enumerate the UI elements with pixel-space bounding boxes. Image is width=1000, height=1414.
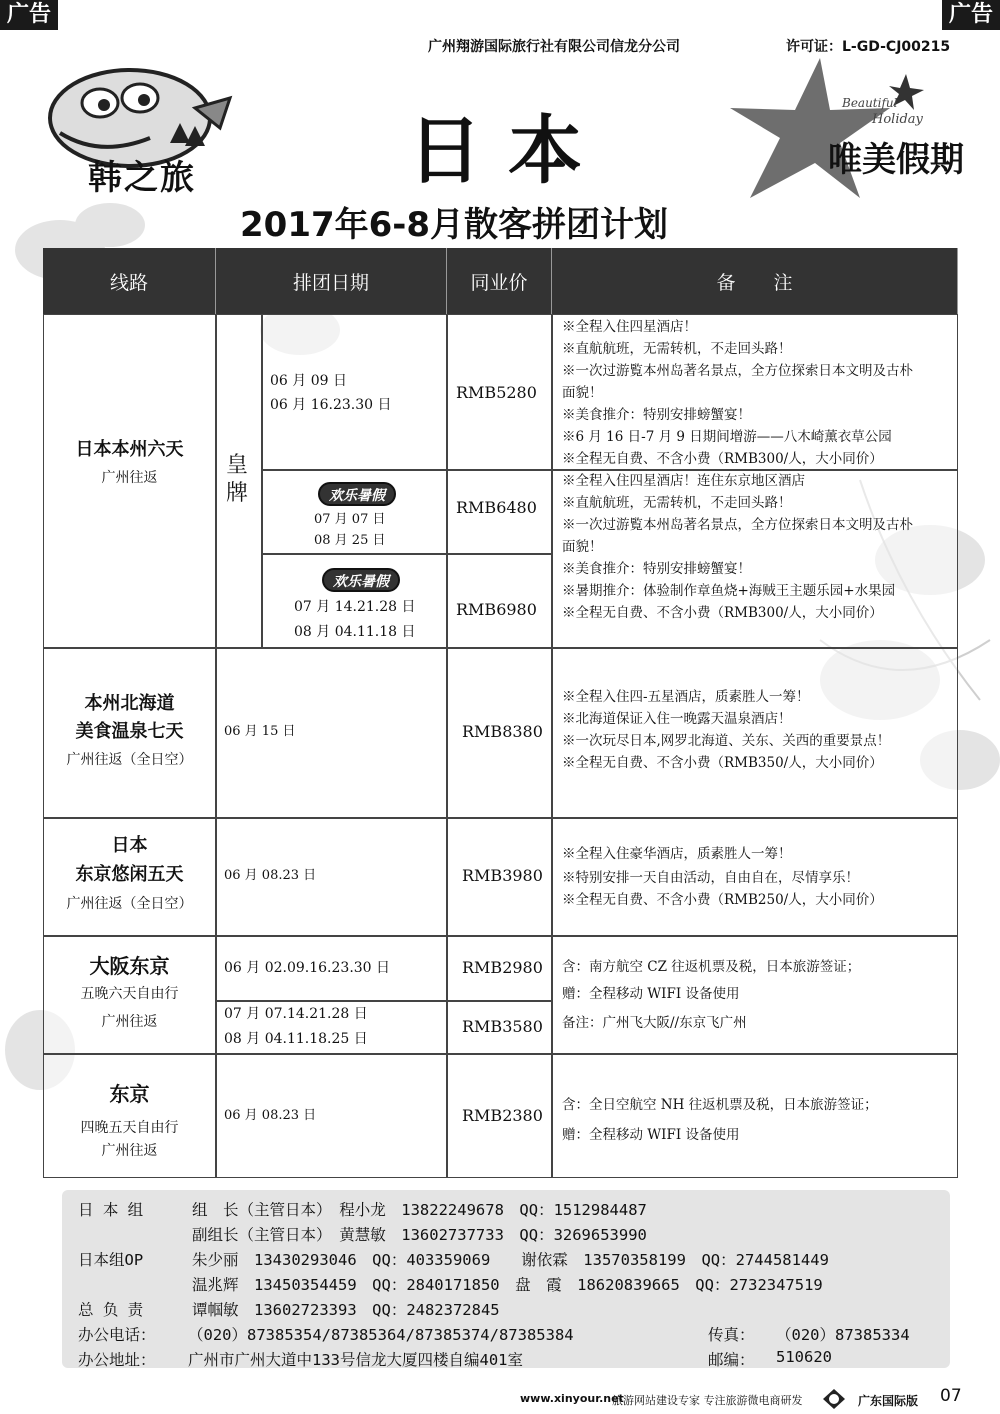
logo-right-beautiful: Beautiful: [842, 96, 898, 110]
group-leader: 组 长（主管日本） 程小龙 13822249678 QQ：1512984487: [192, 1201, 647, 1219]
footer-edition: 广东国际版: [858, 1394, 919, 1408]
group-label: 日 本 组: [78, 1201, 144, 1219]
honshu-row3-price: RMB6980: [456, 600, 537, 619]
logo-left-text: 韩之旅: [88, 158, 196, 198]
note-line: 备注：广州飞大阪//东京飞广州: [562, 1015, 747, 1031]
note-line: ※一次过游覧本州岛著名景点，全方位探索日本文明及古朴: [562, 363, 913, 379]
route-sub-honshu: 广州往返: [101, 470, 158, 486]
honshu-row3-date1: 07 月 14.21.28 日: [294, 599, 416, 615]
tel-label: 办公电话：: [78, 1326, 156, 1344]
osaka-row1-price: RMB2980: [462, 958, 543, 977]
column-header-price: 同业价: [447, 248, 552, 314]
note-line: ※北海道保证入住一晚露天温泉酒店！: [562, 711, 792, 727]
honshu-row3-date2: 08 月 04.11.18 日: [294, 624, 416, 640]
honshu-row2-price: RMB6480: [456, 498, 537, 517]
op-line-2: 温兆辉 13450354459 QQ：2840171850 盘 霞 18620839665 QQ：2732347519: [192, 1276, 823, 1294]
route-name-tokyo5-2: 东京悠闲五天: [75, 864, 184, 885]
note-line: ※全程无自费、不含小费（RMB300/人，大小同价）: [562, 451, 883, 467]
note-line: ※全程入住四星酒店！: [562, 319, 697, 335]
column-header-notes: 备 注: [552, 248, 958, 314]
note-line: 赠：全程移动 WIFI 设备使用: [562, 986, 740, 1002]
op-label: 日本组OP: [78, 1251, 144, 1269]
note-line: ※一次玩尽日本,网罗北海道、关东、关西的重要景点！: [562, 733, 891, 749]
column-header-route: 线路: [43, 248, 216, 314]
license-number: 许可证：L-GD-CJ00215: [786, 39, 951, 55]
note-line: ※全程无自费、不含小费（RMB300/人，大小同价）: [562, 605, 883, 621]
route-sub-hokkaido: 广州往返（全日空）: [66, 752, 193, 768]
tel-numbers: （020）87385354/87385364/87385374/87385384: [188, 1326, 574, 1344]
zip-label: 邮编：: [708, 1351, 755, 1369]
osaka-row2-date2: 08 月 04.11.18.25 日: [224, 1031, 368, 1047]
honshu-row1-date2: 06 月 16.23.30 日: [270, 397, 392, 413]
column-header-dates: 排团日期: [216, 248, 447, 314]
route-sub-tokyo-1: 四晚五天自由行: [80, 1120, 179, 1136]
footer-slogan: 旅游网站建设专家 专注旅游微电商研发: [612, 1394, 803, 1407]
route-name-hokkaido-2: 美食温泉七天: [75, 721, 184, 742]
honshu-row2-date1: 07 月 07 日: [314, 512, 386, 527]
note-line: 赠：全程移动 WIFI 设备使用: [562, 1127, 740, 1143]
route-name-tokyo5-1: 日本: [111, 835, 148, 856]
honshu-row1-price: RMB5280: [456, 383, 537, 402]
summer-badge-2: 欢乐暑假: [322, 568, 400, 592]
tokyo5-price: RMB3980: [462, 866, 543, 885]
footer-site[interactable]: www.xinyour.net: [520, 1392, 624, 1405]
note-line: 面貌！: [562, 539, 603, 555]
route-name-osaka: 大阪东京: [89, 954, 170, 978]
ad-label-left: 广告: [0, 0, 58, 30]
note-line: ※全程无自费、不含小费（RMB350/人，大小同价）: [562, 755, 883, 771]
osaka-row2-date1: 07 月 07.14.21.28 日: [224, 1006, 368, 1022]
dates-cell-honshu-1: [262, 314, 447, 470]
honshu-row2-date2: 08 月 25 日: [314, 533, 386, 548]
tier-label: 皇牌: [226, 453, 249, 506]
route-sub-osaka-2: 广州往返: [101, 1014, 158, 1030]
plan-subtitle: 2017年6-8月散客拼团计划: [240, 205, 669, 245]
route-name-honshu: 日本本州六天: [75, 439, 184, 460]
zip-code: 510620: [776, 1348, 832, 1366]
group-vice-leader: 副组长（主管日本） 黄慧敏 13602737733 QQ：3269653990: [192, 1226, 647, 1244]
notes-cell-tokyo: [552, 1054, 958, 1178]
route-sub-tokyo-2: 广州往返: [101, 1143, 158, 1159]
osaka-row1-date: 06 月 02.09.16.23.30 日: [224, 960, 391, 976]
tokyo-date: 06 月 08.23 日: [224, 1108, 317, 1123]
note-line: ※美食推介：特别安排螃蟹宴！: [562, 561, 751, 577]
route-sub-tokyo5: 广州往返（全日空）: [66, 896, 193, 912]
ad-label-right: 广告: [942, 0, 1000, 30]
note-line: ※美食推介：特别安排螃蟹宴！: [562, 407, 751, 423]
contact-panel: [62, 1190, 950, 1368]
chief-contact: 谭帼敏 13602723393 QQ：2482372845: [192, 1301, 500, 1319]
route-name-tokyo: 东京: [109, 1082, 150, 1106]
logo-right-text: 唯美假期: [828, 140, 964, 180]
fax-label: 传真：: [708, 1326, 755, 1344]
address-label: 办公地址：: [78, 1351, 156, 1369]
page-title: 日本: [408, 108, 608, 194]
summer-badge-1: 欢乐暑假: [318, 482, 396, 506]
note-line: 面貌！: [562, 385, 603, 401]
chief-label: 总 负 责: [78, 1301, 144, 1319]
note-line: ※全程无自费、不含小费（RMB250/人，大小同价）: [562, 892, 883, 908]
route-sub-osaka-1: 五晚六天自由行: [80, 986, 179, 1002]
note-line: 含：全日空航空 NH 往返机票及税，日本旅游签证；: [562, 1097, 878, 1113]
hokkaido-date: 06 月 15 日: [224, 724, 296, 739]
note-line: ※全程入住豪华酒店，质素胜人一筹！: [562, 846, 792, 862]
note-line: ※暑期推介：体验制作章鱼烧+海贼王主题乐园+水果园: [562, 583, 896, 599]
company-name: 广州翔游国际旅行社有限公司信龙分公司: [428, 39, 680, 55]
tokyo-price: RMB2380: [462, 1106, 543, 1125]
osaka-row2-price: RMB3580: [462, 1017, 543, 1036]
note-line: ※6 月 16 日-7 月 9 日期间增游——八木崎薰衣草公园: [562, 429, 892, 445]
note-line: ※直航航班，无需转机，不走回头路！: [562, 495, 792, 511]
note-line: ※直航航班，无需转机，不走回头路！: [562, 341, 792, 357]
address: 广州市广州大道中133号信龙大厦四楼自编401室: [188, 1351, 523, 1369]
route-name-hokkaido-1: 本州北海道: [84, 693, 175, 714]
logo-right-holiday: Holiday: [872, 112, 923, 127]
fax-number: （020）87385334: [776, 1326, 910, 1344]
page-number: 07: [940, 1386, 962, 1406]
hokkaido-price: RMB8380: [462, 722, 543, 741]
note-line: ※一次过游覧本州岛著名景点，全方位探索日本文明及古朴: [562, 517, 913, 533]
note-line: ※全程入住四-五星酒店，质素胜人一筹！: [562, 689, 810, 705]
op-line-1: 朱少丽 13430293046 QQ：403359069 谢依霖 13570358199 QQ：2744581449: [192, 1251, 829, 1269]
honshu-row1-date1: 06 月 09 日: [270, 373, 347, 389]
note-line: 含：南方航空 CZ 往返机票及税，日本旅游签证；: [562, 959, 861, 975]
note-line: ※特别安排一天自由活动，自由自在，尽情享乐！: [562, 870, 859, 886]
tokyo5-date: 06 月 08.23 日: [224, 868, 317, 883]
note-line: ※全程入住四星酒店！连住东京地区酒店: [562, 473, 805, 489]
lan-badge-icon: [822, 1388, 846, 1410]
